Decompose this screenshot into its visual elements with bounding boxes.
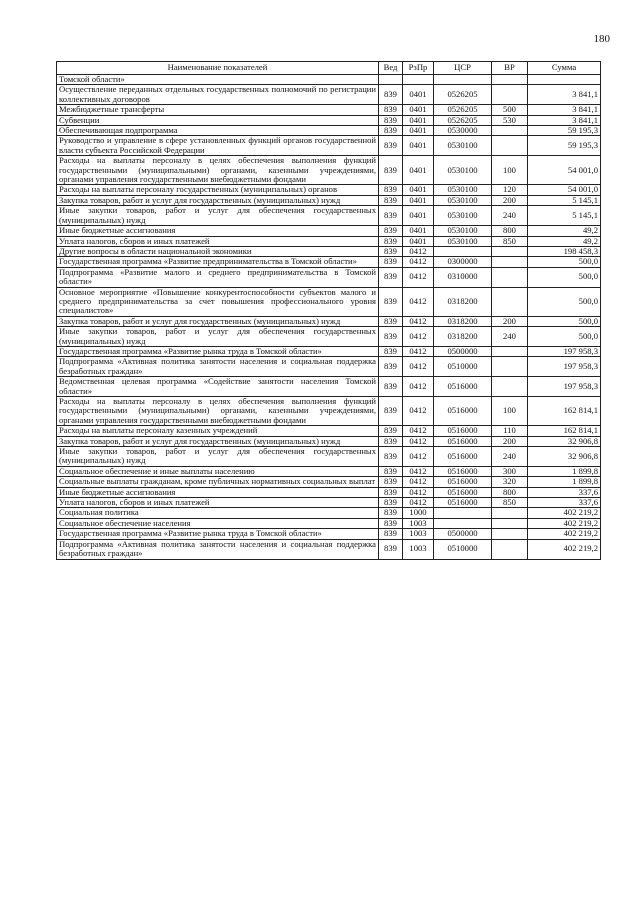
- cell-ved: 839: [379, 85, 403, 105]
- cell-name: Расходы на выплаты персоналу государственных (муниципальных) органов: [57, 185, 379, 195]
- table-row: [57, 316, 601, 326]
- cell-ved: 839: [379, 498, 403, 508]
- table-row: [57, 185, 601, 195]
- cell-sum: 32 906,8: [528, 447, 601, 467]
- cell-name: Иные закупки товаров, работ и услуг для обеспечения государственных (муниципальных) нужд: [57, 447, 379, 467]
- cell-name: Иные закупки товаров, работ и услуг для обеспечения государственных (муниципальных) нужд: [57, 327, 379, 347]
- cell-sum: 402 219,2: [528, 539, 601, 559]
- table-row: [57, 447, 601, 467]
- table-row: [57, 529, 601, 539]
- cell-csr: 0318200: [434, 327, 492, 347]
- cell-csr: 0530100: [434, 195, 492, 205]
- cell-name: Закупка товаров, работ и услуг для государственных (муниципальных) нужд: [57, 316, 379, 326]
- cell-ved: 839: [379, 508, 403, 518]
- table-row: [57, 236, 601, 246]
- cell-name: Расходы на выплаты персоналу в целях обеспечения выполнения функций государственными (муниципальными) органами, казенными учреждениями, органами управления государственными внебюджетными фондами: [57, 156, 379, 185]
- table-row: [57, 377, 601, 397]
- table-row: [57, 85, 601, 105]
- table-row: [57, 346, 601, 356]
- table-body: [57, 75, 601, 560]
- cell-vr: 100: [492, 397, 528, 426]
- cell-rzpr: [403, 75, 434, 85]
- header-csr: ЦСР: [434, 62, 492, 75]
- cell-ved: 839: [379, 539, 403, 559]
- cell-csr: 0318200: [434, 287, 492, 316]
- table-row: [57, 518, 601, 528]
- table-row: [57, 426, 601, 436]
- cell-rzpr: 0412: [403, 357, 434, 377]
- cell-sum: 59 195,3: [528, 126, 601, 136]
- cell-ved: 839: [379, 327, 403, 347]
- table-row: [57, 226, 601, 236]
- cell-ved: 839: [379, 267, 403, 287]
- cell-sum: 500,0: [528, 257, 601, 267]
- cell-csr: 0526205: [434, 85, 492, 105]
- cell-sum: 1 899,8: [528, 466, 601, 476]
- cell-ved: 839: [379, 105, 403, 115]
- cell-csr: 0516000: [434, 436, 492, 446]
- cell-sum: 32 906,8: [528, 436, 601, 446]
- cell-vr: 110: [492, 426, 528, 436]
- cell-vr: [492, 518, 528, 528]
- cell-vr: [492, 136, 528, 156]
- table-row: [57, 539, 601, 559]
- cell-sum: 5 145,1: [528, 195, 601, 205]
- cell-name: Подпрограмма «Активная политика занятости населения и социальная поддержка безработных граждан»: [57, 357, 379, 377]
- cell-csr: 0318200: [434, 316, 492, 326]
- cell-csr: 0310000: [434, 267, 492, 287]
- cell-vr: 120: [492, 185, 528, 195]
- cell-sum: [528, 75, 601, 85]
- table-row: [57, 397, 601, 426]
- cell-vr: [492, 267, 528, 287]
- cell-rzpr: 0412: [403, 477, 434, 487]
- cell-rzpr: 0412: [403, 246, 434, 256]
- cell-sum: 3 841,1: [528, 115, 601, 125]
- cell-vr: [492, 287, 528, 316]
- table-row: [57, 436, 601, 446]
- table-row: [57, 115, 601, 125]
- cell-name: Руководство и управление в сфере установленных функций органов государственной власти субъекта Российской Федерации: [57, 136, 379, 156]
- cell-name: Основное мероприятие «Повышение конкурентоспособности субъектов малого и среднего предпринимательства за счет повышения профессионального уровня специалистов»: [57, 287, 379, 316]
- header-name: Наименование показателей: [57, 62, 379, 75]
- cell-name: Социальное обеспечение населения: [57, 518, 379, 528]
- cell-csr: 0300000: [434, 257, 492, 267]
- cell-csr: [434, 508, 492, 518]
- cell-csr: 0530100: [434, 136, 492, 156]
- cell-vr: [492, 377, 528, 397]
- cell-ved: 839: [379, 487, 403, 497]
- cell-vr: [492, 75, 528, 85]
- table-row: [57, 75, 601, 85]
- cell-csr: 0500000: [434, 529, 492, 539]
- table-row: [57, 487, 601, 497]
- cell-sum: 5 145,1: [528, 206, 601, 226]
- cell-name: Государственная программа «Развитие предпринимательства в Томской области»: [57, 257, 379, 267]
- cell-ved: 839: [379, 316, 403, 326]
- cell-vr: [492, 246, 528, 256]
- cell-ved: 839: [379, 397, 403, 426]
- cell-rzpr: 0401: [403, 126, 434, 136]
- cell-sum: 49,2: [528, 226, 601, 236]
- cell-sum: 197 958,3: [528, 357, 601, 377]
- table-row: [57, 156, 601, 185]
- cell-sum: 197 958,3: [528, 377, 601, 397]
- cell-rzpr: 0401: [403, 156, 434, 185]
- cell-ved: 839: [379, 529, 403, 539]
- cell-name: Иные закупки товаров, работ и услуг для обеспечения государственных (муниципальных) нужд: [57, 206, 379, 226]
- cell-rzpr: 0412: [403, 287, 434, 316]
- cell-vr: [492, 126, 528, 136]
- cell-vr: 200: [492, 195, 528, 205]
- cell-rzpr: 0412: [403, 466, 434, 476]
- cell-csr: 0516000: [434, 498, 492, 508]
- header-ved: Вед: [379, 62, 403, 75]
- cell-rzpr: 0412: [403, 377, 434, 397]
- cell-ved: 839: [379, 357, 403, 377]
- cell-rzpr: 0401: [403, 115, 434, 125]
- cell-name: Государственная программа «Развитие рынка труда в Томской области»: [57, 346, 379, 356]
- cell-csr: 0530100: [434, 185, 492, 195]
- cell-csr: 0516000: [434, 466, 492, 476]
- cell-rzpr: 0401: [403, 136, 434, 156]
- cell-ved: 839: [379, 466, 403, 476]
- cell-vr: [492, 85, 528, 105]
- cell-sum: 337,6: [528, 487, 601, 497]
- cell-ved: 839: [379, 246, 403, 256]
- cell-csr: 0530100: [434, 236, 492, 246]
- cell-rzpr: 0412: [403, 426, 434, 436]
- cell-ved: 839: [379, 226, 403, 236]
- cell-rzpr: 0412: [403, 498, 434, 508]
- cell-csr: 0510000: [434, 357, 492, 377]
- cell-ved: 839: [379, 377, 403, 397]
- table-row: [57, 477, 601, 487]
- cell-ved: 839: [379, 477, 403, 487]
- header-sum: Сумма: [528, 62, 601, 75]
- cell-vr: 850: [492, 236, 528, 246]
- cell-ved: 839: [379, 447, 403, 467]
- cell-csr: 0526205: [434, 105, 492, 115]
- cell-sum: 197 958,3: [528, 346, 601, 356]
- cell-rzpr: 1003: [403, 539, 434, 559]
- cell-vr: 200: [492, 316, 528, 326]
- cell-ved: 839: [379, 346, 403, 356]
- cell-vr: 800: [492, 226, 528, 236]
- table-row: [57, 466, 601, 476]
- cell-rzpr: 0412: [403, 346, 434, 356]
- table-row: [57, 195, 601, 205]
- cell-csr: 0526205: [434, 115, 492, 125]
- cell-rzpr: 0401: [403, 195, 434, 205]
- cell-name: Социальные выплаты гражданам, кроме публичных нормативных социальных выплат: [57, 477, 379, 487]
- cell-name: Субвенции: [57, 115, 379, 125]
- table-row: [57, 136, 601, 156]
- budget-table: [56, 61, 601, 560]
- cell-sum: 402 219,2: [528, 508, 601, 518]
- cell-rzpr: 0401: [403, 185, 434, 195]
- cell-vr: [492, 346, 528, 356]
- cell-sum: 162 814,1: [528, 426, 601, 436]
- cell-vr: 320: [492, 477, 528, 487]
- cell-sum: 500,0: [528, 316, 601, 326]
- cell-vr: 850: [492, 498, 528, 508]
- cell-rzpr: 0412: [403, 436, 434, 446]
- cell-ved: 839: [379, 426, 403, 436]
- cell-ved: 839: [379, 287, 403, 316]
- cell-ved: 839: [379, 195, 403, 205]
- cell-name: Расходы на выплаты персоналу в целях обеспечения выполнения функций государственными (муниципальными) органами, казенными учреждениями, органами управления государственными внебюджетными фондами: [57, 397, 379, 426]
- cell-sum: 1 899,8: [528, 477, 601, 487]
- cell-name: Подпрограмма «Развитие малого и среднего предпринимательства в Томской области»: [57, 267, 379, 287]
- cell-sum: 500,0: [528, 287, 601, 316]
- cell-csr: 0530100: [434, 206, 492, 226]
- cell-rzpr: 0401: [403, 236, 434, 246]
- table-row: [57, 126, 601, 136]
- cell-sum: 54 001,0: [528, 185, 601, 195]
- cell-name: Государственная программа «Развитие рынка труда в Томской области»: [57, 529, 379, 539]
- cell-rzpr: 1000: [403, 508, 434, 518]
- cell-vr: 800: [492, 487, 528, 497]
- cell-sum: 337,6: [528, 498, 601, 508]
- cell-vr: 530: [492, 115, 528, 125]
- cell-sum: 3 841,1: [528, 105, 601, 115]
- cell-csr: 0530000: [434, 126, 492, 136]
- cell-rzpr: 0412: [403, 397, 434, 426]
- cell-vr: [492, 508, 528, 518]
- table-row: [57, 287, 601, 316]
- cell-ved: 839: [379, 156, 403, 185]
- cell-ved: 839: [379, 436, 403, 446]
- cell-name: Социальная политика: [57, 508, 379, 518]
- cell-name: Иные бюджетные ассигнования: [57, 487, 379, 497]
- cell-rzpr: 0412: [403, 267, 434, 287]
- page-number: 180: [593, 33, 610, 45]
- cell-sum: 59 195,3: [528, 136, 601, 156]
- cell-sum: 500,0: [528, 327, 601, 347]
- cell-sum: 162 814,1: [528, 397, 601, 426]
- table-row: [57, 357, 601, 377]
- cell-csr: 0516000: [434, 447, 492, 467]
- cell-csr: 0530100: [434, 226, 492, 236]
- cell-rzpr: 0412: [403, 327, 434, 347]
- table-row: [57, 508, 601, 518]
- cell-ved: 839: [379, 185, 403, 195]
- table-row: [57, 267, 601, 287]
- cell-name: Обеспечивающая подпрограмма: [57, 126, 379, 136]
- cell-rzpr: 0401: [403, 206, 434, 226]
- table-row: [57, 327, 601, 347]
- cell-sum: 500,0: [528, 267, 601, 287]
- cell-vr: [492, 539, 528, 559]
- cell-name: Межбюджетные трансферты: [57, 105, 379, 115]
- cell-csr: 0500000: [434, 346, 492, 356]
- cell-sum: 198 458,3: [528, 246, 601, 256]
- cell-sum: 402 219,2: [528, 518, 601, 528]
- cell-ved: 839: [379, 236, 403, 246]
- cell-vr: 240: [492, 327, 528, 347]
- cell-name: Ведомственная целевая программа «Содействие занятости населения Томской области»: [57, 377, 379, 397]
- cell-csr: [434, 518, 492, 528]
- cell-ved: 839: [379, 126, 403, 136]
- cell-vr: 300: [492, 466, 528, 476]
- cell-vr: 100: [492, 156, 528, 185]
- table-row: [57, 206, 601, 226]
- cell-name: Уплата налогов, сборов и иных платежей: [57, 498, 379, 508]
- cell-name: Иные бюджетные ассигнования: [57, 226, 379, 236]
- cell-name: Другие вопросы в области национальной экономики: [57, 246, 379, 256]
- cell-rzpr: 1003: [403, 529, 434, 539]
- header-vr: ВР: [492, 62, 528, 75]
- cell-csr: 0516000: [434, 487, 492, 497]
- cell-csr: 0516000: [434, 477, 492, 487]
- table-row: [57, 257, 601, 267]
- table-row: [57, 105, 601, 115]
- cell-ved: 839: [379, 257, 403, 267]
- header-rzpr: РзПр: [403, 62, 434, 75]
- cell-ved: 839: [379, 115, 403, 125]
- cell-vr: 240: [492, 447, 528, 467]
- cell-vr: 500: [492, 105, 528, 115]
- cell-ved: [379, 75, 403, 85]
- cell-csr: 0516000: [434, 426, 492, 436]
- table-row: [57, 498, 601, 508]
- cell-csr: 0516000: [434, 397, 492, 426]
- cell-ved: 839: [379, 206, 403, 226]
- cell-rzpr: 0401: [403, 105, 434, 115]
- cell-csr: [434, 246, 492, 256]
- cell-name: Расходы на выплаты персоналу казенных учреждений: [57, 426, 379, 436]
- cell-rzpr: 0401: [403, 85, 434, 105]
- cell-ved: 839: [379, 136, 403, 156]
- cell-vr: [492, 357, 528, 377]
- table-header-row: [57, 62, 601, 75]
- cell-name: Закупка товаров, работ и услуг для государственных (муниципальных) нужд: [57, 195, 379, 205]
- cell-name: Закупка товаров, работ и услуг для государственных (муниципальных) нужд: [57, 436, 379, 446]
- cell-rzpr: 0412: [403, 316, 434, 326]
- cell-sum: 3 841,1: [528, 85, 601, 105]
- cell-name: Томской области»: [57, 75, 379, 85]
- cell-sum: 49,2: [528, 236, 601, 246]
- cell-rzpr: 1003: [403, 518, 434, 528]
- cell-rzpr: 0412: [403, 447, 434, 467]
- cell-vr: [492, 257, 528, 267]
- cell-name: Подпрограмма «Активная политика занятости населения и социальная поддержка безработных граждан»: [57, 539, 379, 559]
- cell-ved: 839: [379, 518, 403, 528]
- cell-sum: 402 219,2: [528, 529, 601, 539]
- cell-rzpr: 0401: [403, 226, 434, 236]
- table-row: [57, 246, 601, 256]
- cell-name: Уплата налогов, сборов и иных платежей: [57, 236, 379, 246]
- cell-sum: 54 001,0: [528, 156, 601, 185]
- cell-name: Осуществление переданных отдельных государственных полномочий по регистрации коллективных договоров: [57, 85, 379, 105]
- cell-csr: [434, 75, 492, 85]
- cell-csr: 0516000: [434, 377, 492, 397]
- cell-vr: 240: [492, 206, 528, 226]
- cell-name: Социальное обеспечение и иные выплаты населению: [57, 466, 379, 476]
- cell-rzpr: 0412: [403, 487, 434, 497]
- cell-csr: 0510000: [434, 539, 492, 559]
- cell-csr: 0530100: [434, 156, 492, 185]
- cell-vr: 200: [492, 436, 528, 446]
- cell-rzpr: 0412: [403, 257, 434, 267]
- cell-vr: [492, 529, 528, 539]
